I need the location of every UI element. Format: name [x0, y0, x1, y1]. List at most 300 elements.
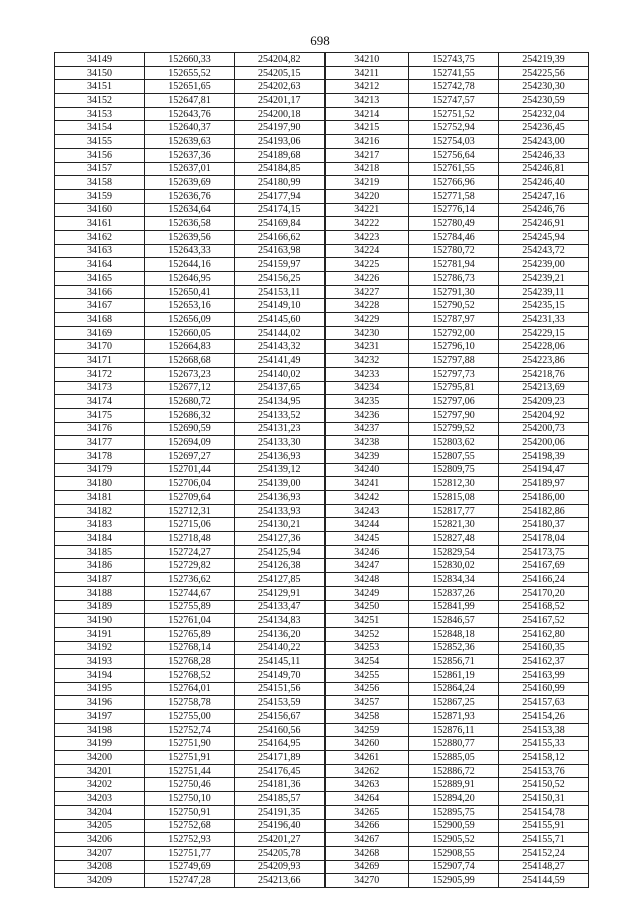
- left-point-number-cell: 34188: [55, 586, 145, 600]
- left-y-coordinate-cell: 254159,97: [235, 258, 325, 272]
- right-point-number-cell: 34269: [325, 860, 409, 874]
- left-y-coordinate-cell: 254133,30: [235, 436, 325, 450]
- table-row: [55, 532, 589, 546]
- right-point-number-cell: 34234: [325, 381, 409, 395]
- table-row: [55, 422, 589, 436]
- left-point-number-cell: 34167: [55, 299, 145, 313]
- left-y-coordinate-cell: 254129,91: [235, 586, 325, 600]
- left-y-coordinate-cell: 254139,00: [235, 477, 325, 491]
- left-x-coordinate-cell: 152634,64: [145, 203, 235, 217]
- table-row: [55, 682, 589, 696]
- left-y-coordinate-cell: 254171,89: [235, 751, 325, 765]
- right-point-number-cell: 34228: [325, 299, 409, 313]
- right-x-coordinate-cell: 152856,71: [409, 655, 499, 669]
- left-y-coordinate-cell: 254133,52: [235, 408, 325, 422]
- table-row: [55, 162, 589, 176]
- right-x-coordinate-cell: 152885,05: [409, 751, 499, 765]
- left-point-number-cell: 34168: [55, 313, 145, 327]
- right-x-coordinate-cell: 152797,73: [409, 367, 499, 381]
- right-point-number-cell: 34232: [325, 354, 409, 368]
- left-y-coordinate-cell: 254151,56: [235, 682, 325, 696]
- right-point-number-cell: 34247: [325, 559, 409, 573]
- left-point-number-cell: 34191: [55, 627, 145, 641]
- left-y-coordinate-cell: 254160,56: [235, 723, 325, 737]
- left-x-coordinate-cell: 152765,89: [145, 627, 235, 641]
- right-y-coordinate-cell: 254155,71: [499, 833, 589, 847]
- right-y-coordinate-cell: 254213,69: [499, 381, 589, 395]
- right-x-coordinate-cell: 152809,75: [409, 463, 499, 477]
- right-x-coordinate-cell: 152797,90: [409, 408, 499, 422]
- left-point-number-cell: 34194: [55, 668, 145, 682]
- left-y-coordinate-cell: 254145,60: [235, 313, 325, 327]
- right-y-coordinate-cell: 254239,00: [499, 258, 589, 272]
- left-x-coordinate-cell: 152690,59: [145, 422, 235, 436]
- right-point-number-cell: 34230: [325, 326, 409, 340]
- coordinate-table: [54, 52, 589, 888]
- right-y-coordinate-cell: 254232,04: [499, 107, 589, 121]
- right-x-coordinate-cell: 152807,55: [409, 449, 499, 463]
- right-point-number-cell: 34213: [325, 94, 409, 108]
- table-row: [55, 272, 589, 286]
- left-x-coordinate-cell: 152643,76: [145, 107, 235, 121]
- right-x-coordinate-cell: 152780,49: [409, 217, 499, 231]
- left-y-coordinate-cell: 254177,94: [235, 189, 325, 203]
- right-x-coordinate-cell: 152780,72: [409, 244, 499, 258]
- left-point-number-cell: 34205: [55, 819, 145, 833]
- right-point-number-cell: 34237: [325, 422, 409, 436]
- left-point-number-cell: 34159: [55, 189, 145, 203]
- left-y-coordinate-cell: 254197,90: [235, 121, 325, 135]
- left-point-number-cell: 34195: [55, 682, 145, 696]
- table-row: [55, 874, 589, 888]
- left-y-coordinate-cell: 254202,63: [235, 80, 325, 94]
- left-x-coordinate-cell: 152636,58: [145, 217, 235, 231]
- left-point-number-cell: 34193: [55, 655, 145, 669]
- right-y-coordinate-cell: 254200,73: [499, 422, 589, 436]
- right-point-number-cell: 34252: [325, 627, 409, 641]
- left-y-coordinate-cell: 254149,10: [235, 299, 325, 313]
- left-point-number-cell: 34196: [55, 696, 145, 710]
- left-y-coordinate-cell: 254163,98: [235, 244, 325, 258]
- right-y-coordinate-cell: 254243,00: [499, 135, 589, 149]
- right-y-coordinate-cell: 254243,72: [499, 244, 589, 258]
- right-y-coordinate-cell: 254160,99: [499, 682, 589, 696]
- left-y-coordinate-cell: 254136,93: [235, 491, 325, 505]
- right-point-number-cell: 34260: [325, 737, 409, 751]
- table-row: [55, 80, 589, 94]
- left-y-coordinate-cell: 254176,45: [235, 764, 325, 778]
- table-row: [55, 696, 589, 710]
- table-row: [55, 778, 589, 792]
- table-row: [55, 107, 589, 121]
- right-y-coordinate-cell: 254246,40: [499, 176, 589, 190]
- left-point-number-cell: 34180: [55, 477, 145, 491]
- right-point-number-cell: 34246: [325, 545, 409, 559]
- left-x-coordinate-cell: 152706,04: [145, 477, 235, 491]
- left-point-number-cell: 34175: [55, 408, 145, 422]
- right-y-coordinate-cell: 254194,47: [499, 463, 589, 477]
- left-point-number-cell: 34202: [55, 778, 145, 792]
- left-x-coordinate-cell: 152636,76: [145, 189, 235, 203]
- left-point-number-cell: 34199: [55, 737, 145, 751]
- left-y-coordinate-cell: 254169,84: [235, 217, 325, 231]
- left-y-coordinate-cell: 254136,20: [235, 627, 325, 641]
- right-point-number-cell: 34226: [325, 272, 409, 286]
- right-x-coordinate-cell: 152787,97: [409, 313, 499, 327]
- left-x-coordinate-cell: 152673,23: [145, 367, 235, 381]
- table-row: [55, 723, 589, 737]
- right-point-number-cell: 34233: [325, 367, 409, 381]
- table-row: [55, 381, 589, 395]
- left-x-coordinate-cell: 152653,16: [145, 299, 235, 313]
- left-point-number-cell: 34161: [55, 217, 145, 231]
- table-row: [55, 148, 589, 162]
- right-x-coordinate-cell: 152876,11: [409, 723, 499, 737]
- right-y-coordinate-cell: 254154,26: [499, 710, 589, 724]
- right-y-coordinate-cell: 254160,35: [499, 641, 589, 655]
- right-y-coordinate-cell: 254200,06: [499, 436, 589, 450]
- right-y-coordinate-cell: 254153,38: [499, 723, 589, 737]
- left-x-coordinate-cell: 152768,52: [145, 668, 235, 682]
- right-x-coordinate-cell: 152812,30: [409, 477, 499, 491]
- right-point-number-cell: 34222: [325, 217, 409, 231]
- right-y-coordinate-cell: 254204,92: [499, 408, 589, 422]
- left-x-coordinate-cell: 152764,01: [145, 682, 235, 696]
- right-point-number-cell: 34248: [325, 573, 409, 587]
- left-y-coordinate-cell: 254193,06: [235, 135, 325, 149]
- table-row: [55, 504, 589, 518]
- left-x-coordinate-cell: 152709,64: [145, 491, 235, 505]
- right-x-coordinate-cell: 152796,10: [409, 340, 499, 354]
- left-y-coordinate-cell: 254205,78: [235, 846, 325, 860]
- left-x-coordinate-cell: 152686,32: [145, 408, 235, 422]
- left-y-coordinate-cell: 254137,65: [235, 381, 325, 395]
- left-y-coordinate-cell: 254166,62: [235, 230, 325, 244]
- right-x-coordinate-cell: 152743,75: [409, 53, 499, 67]
- left-x-coordinate-cell: 152651,65: [145, 80, 235, 94]
- right-x-coordinate-cell: 152797,06: [409, 395, 499, 409]
- left-y-coordinate-cell: 254156,67: [235, 710, 325, 724]
- right-x-coordinate-cell: 152829,54: [409, 545, 499, 559]
- right-x-coordinate-cell: 152754,03: [409, 135, 499, 149]
- left-point-number-cell: 34173: [55, 381, 145, 395]
- right-x-coordinate-cell: 152827,48: [409, 532, 499, 546]
- left-point-number-cell: 34208: [55, 860, 145, 874]
- right-x-coordinate-cell: 152747,57: [409, 94, 499, 108]
- right-y-coordinate-cell: 254163,99: [499, 668, 589, 682]
- right-x-coordinate-cell: 152834,34: [409, 573, 499, 587]
- left-y-coordinate-cell: 254143,32: [235, 340, 325, 354]
- left-x-coordinate-cell: 152750,91: [145, 805, 235, 819]
- right-y-coordinate-cell: 254182,86: [499, 504, 589, 518]
- right-x-coordinate-cell: 152880,77: [409, 737, 499, 751]
- right-x-coordinate-cell: 152792,00: [409, 326, 499, 340]
- right-point-number-cell: 34239: [325, 449, 409, 463]
- left-point-number-cell: 34149: [55, 53, 145, 67]
- left-point-number-cell: 34153: [55, 107, 145, 121]
- right-y-coordinate-cell: 254246,81: [499, 162, 589, 176]
- left-x-coordinate-cell: 152751,90: [145, 737, 235, 751]
- right-y-coordinate-cell: 254225,56: [499, 66, 589, 80]
- left-y-coordinate-cell: 254133,93: [235, 504, 325, 518]
- left-x-coordinate-cell: 152768,14: [145, 641, 235, 655]
- left-point-number-cell: 34163: [55, 244, 145, 258]
- left-point-number-cell: 34154: [55, 121, 145, 135]
- left-x-coordinate-cell: 152761,04: [145, 614, 235, 628]
- left-point-number-cell: 34209: [55, 874, 145, 888]
- left-point-number-cell: 34197: [55, 710, 145, 724]
- left-y-coordinate-cell: 254164,95: [235, 737, 325, 751]
- table-row: [55, 299, 589, 313]
- right-point-number-cell: 34227: [325, 285, 409, 299]
- right-y-coordinate-cell: 254229,15: [499, 326, 589, 340]
- right-y-coordinate-cell: 254170,20: [499, 586, 589, 600]
- right-x-coordinate-cell: 152786,73: [409, 272, 499, 286]
- left-y-coordinate-cell: 254185,57: [235, 792, 325, 806]
- left-point-number-cell: 34186: [55, 559, 145, 573]
- right-x-coordinate-cell: 152871,93: [409, 710, 499, 724]
- right-y-coordinate-cell: 254167,69: [499, 559, 589, 573]
- right-point-number-cell: 34240: [325, 463, 409, 477]
- left-y-coordinate-cell: 254136,93: [235, 449, 325, 463]
- left-x-coordinate-cell: 152655,52: [145, 66, 235, 80]
- right-y-coordinate-cell: 254218,76: [499, 367, 589, 381]
- left-y-coordinate-cell: 254180,99: [235, 176, 325, 190]
- right-x-coordinate-cell: 152815,08: [409, 491, 499, 505]
- right-x-coordinate-cell: 152900,59: [409, 819, 499, 833]
- left-x-coordinate-cell: 152697,27: [145, 449, 235, 463]
- left-point-number-cell: 34150: [55, 66, 145, 80]
- left-x-coordinate-cell: 152718,48: [145, 532, 235, 546]
- table-row: [55, 189, 589, 203]
- right-y-coordinate-cell: 254167,52: [499, 614, 589, 628]
- left-point-number-cell: 34155: [55, 135, 145, 149]
- right-x-coordinate-cell: 152848,18: [409, 627, 499, 641]
- left-x-coordinate-cell: 152752,93: [145, 833, 235, 847]
- right-x-coordinate-cell: 152894,20: [409, 792, 499, 806]
- left-y-coordinate-cell: 254130,21: [235, 518, 325, 532]
- right-point-number-cell: 34215: [325, 121, 409, 135]
- table-row: [55, 340, 589, 354]
- right-x-coordinate-cell: 152905,99: [409, 874, 499, 888]
- left-y-coordinate-cell: 254127,36: [235, 532, 325, 546]
- right-point-number-cell: 34244: [325, 518, 409, 532]
- left-x-coordinate-cell: 152751,91: [145, 751, 235, 765]
- left-x-coordinate-cell: 152755,00: [145, 710, 235, 724]
- right-point-number-cell: 34262: [325, 764, 409, 778]
- right-point-number-cell: 34236: [325, 408, 409, 422]
- right-point-number-cell: 34219: [325, 176, 409, 190]
- left-x-coordinate-cell: 152768,28: [145, 655, 235, 669]
- right-y-coordinate-cell: 254154,78: [499, 805, 589, 819]
- table-row: [55, 737, 589, 751]
- left-x-coordinate-cell: 152715,06: [145, 518, 235, 532]
- table-row: [55, 559, 589, 573]
- table-row: [55, 285, 589, 299]
- left-y-coordinate-cell: 254200,18: [235, 107, 325, 121]
- right-y-coordinate-cell: 254198,39: [499, 449, 589, 463]
- table-row: [55, 586, 589, 600]
- right-point-number-cell: 34212: [325, 80, 409, 94]
- right-point-number-cell: 34224: [325, 244, 409, 258]
- left-point-number-cell: 34184: [55, 532, 145, 546]
- right-x-coordinate-cell: 152756,64: [409, 148, 499, 162]
- left-point-number-cell: 34207: [55, 846, 145, 860]
- right-x-coordinate-cell: 152776,14: [409, 203, 499, 217]
- table-row: [55, 326, 589, 340]
- left-point-number-cell: 34198: [55, 723, 145, 737]
- right-y-coordinate-cell: 254230,59: [499, 94, 589, 108]
- left-point-number-cell: 34162: [55, 230, 145, 244]
- left-point-number-cell: 34177: [55, 436, 145, 450]
- right-point-number-cell: 34253: [325, 641, 409, 655]
- right-x-coordinate-cell: 152752,94: [409, 121, 499, 135]
- left-y-coordinate-cell: 254153,11: [235, 285, 325, 299]
- right-y-coordinate-cell: 254162,80: [499, 627, 589, 641]
- table-row: [55, 408, 589, 422]
- left-y-coordinate-cell: 254125,94: [235, 545, 325, 559]
- right-x-coordinate-cell: 152751,52: [409, 107, 499, 121]
- left-point-number-cell: 34170: [55, 340, 145, 354]
- right-x-coordinate-cell: 152830,02: [409, 559, 499, 573]
- left-y-coordinate-cell: 254127,85: [235, 573, 325, 587]
- left-x-coordinate-cell: 152694,09: [145, 436, 235, 450]
- right-point-number-cell: 34238: [325, 436, 409, 450]
- left-x-coordinate-cell: 152639,69: [145, 176, 235, 190]
- left-y-coordinate-cell: 254184,85: [235, 162, 325, 176]
- table-row: [55, 805, 589, 819]
- left-point-number-cell: 34206: [55, 833, 145, 847]
- left-y-coordinate-cell: 254126,38: [235, 559, 325, 573]
- left-point-number-cell: 34204: [55, 805, 145, 819]
- right-point-number-cell: 34256: [325, 682, 409, 696]
- left-y-coordinate-cell: 254145,11: [235, 655, 325, 669]
- right-y-coordinate-cell: 254231,33: [499, 313, 589, 327]
- left-x-coordinate-cell: 152750,46: [145, 778, 235, 792]
- table-row: [55, 833, 589, 847]
- table-row: [55, 846, 589, 860]
- left-y-coordinate-cell: 254189,68: [235, 148, 325, 162]
- left-y-coordinate-cell: 254134,95: [235, 395, 325, 409]
- table-row: [55, 819, 589, 833]
- table-row: [55, 203, 589, 217]
- left-point-number-cell: 34171: [55, 354, 145, 368]
- right-y-coordinate-cell: 254162,37: [499, 655, 589, 669]
- left-point-number-cell: 34169: [55, 326, 145, 340]
- right-y-coordinate-cell: 254247,16: [499, 189, 589, 203]
- left-y-coordinate-cell: 254201,27: [235, 833, 325, 847]
- table-row: [55, 860, 589, 874]
- left-y-coordinate-cell: 254201,17: [235, 94, 325, 108]
- table-row: [55, 614, 589, 628]
- right-y-coordinate-cell: 254223,86: [499, 354, 589, 368]
- right-y-coordinate-cell: 254173,75: [499, 545, 589, 559]
- left-point-number-cell: 34185: [55, 545, 145, 559]
- right-point-number-cell: 34214: [325, 107, 409, 121]
- right-point-number-cell: 34258: [325, 710, 409, 724]
- right-x-coordinate-cell: 152905,52: [409, 833, 499, 847]
- table-row: [55, 477, 589, 491]
- left-x-coordinate-cell: 152750,10: [145, 792, 235, 806]
- left-x-coordinate-cell: 152677,12: [145, 381, 235, 395]
- table-row: [55, 463, 589, 477]
- left-x-coordinate-cell: 152650,41: [145, 285, 235, 299]
- left-x-coordinate-cell: 152747,28: [145, 874, 235, 888]
- right-point-number-cell: 34235: [325, 395, 409, 409]
- left-x-coordinate-cell: 152640,37: [145, 121, 235, 135]
- right-x-coordinate-cell: 152771,58: [409, 189, 499, 203]
- right-y-coordinate-cell: 254209,23: [499, 395, 589, 409]
- table-row: [55, 627, 589, 641]
- right-y-coordinate-cell: 254168,52: [499, 600, 589, 614]
- right-point-number-cell: 34225: [325, 258, 409, 272]
- right-y-coordinate-cell: 254228,06: [499, 340, 589, 354]
- right-point-number-cell: 34221: [325, 203, 409, 217]
- right-y-coordinate-cell: 254246,76: [499, 203, 589, 217]
- left-x-coordinate-cell: 152751,44: [145, 764, 235, 778]
- left-x-coordinate-cell: 152758,78: [145, 696, 235, 710]
- left-x-coordinate-cell: 152751,77: [145, 846, 235, 860]
- left-point-number-cell: 34182: [55, 504, 145, 518]
- right-point-number-cell: 34210: [325, 53, 409, 67]
- coordinate-table-body: [55, 53, 589, 888]
- left-x-coordinate-cell: 152660,33: [145, 53, 235, 67]
- left-y-coordinate-cell: 254139,12: [235, 463, 325, 477]
- right-x-coordinate-cell: 152766,96: [409, 176, 499, 190]
- right-y-coordinate-cell: 254150,52: [499, 778, 589, 792]
- left-y-coordinate-cell: 254153,59: [235, 696, 325, 710]
- table-row: [55, 94, 589, 108]
- right-point-number-cell: 34251: [325, 614, 409, 628]
- table-row: [55, 655, 589, 669]
- table-row: [55, 641, 589, 655]
- right-y-coordinate-cell: 254153,76: [499, 764, 589, 778]
- right-point-number-cell: 34270: [325, 874, 409, 888]
- table-row: [55, 354, 589, 368]
- right-point-number-cell: 34261: [325, 751, 409, 765]
- left-x-coordinate-cell: 152680,72: [145, 395, 235, 409]
- right-point-number-cell: 34259: [325, 723, 409, 737]
- left-y-coordinate-cell: 254174,15: [235, 203, 325, 217]
- left-y-coordinate-cell: 254133,47: [235, 600, 325, 614]
- left-x-coordinate-cell: 152744,67: [145, 586, 235, 600]
- right-y-coordinate-cell: 254235,15: [499, 299, 589, 313]
- left-point-number-cell: 34166: [55, 285, 145, 299]
- right-point-number-cell: 34220: [325, 189, 409, 203]
- right-point-number-cell: 34241: [325, 477, 409, 491]
- right-y-coordinate-cell: 254189,97: [499, 477, 589, 491]
- left-x-coordinate-cell: 152664,83: [145, 340, 235, 354]
- left-y-coordinate-cell: 254134,83: [235, 614, 325, 628]
- left-point-number-cell: 34190: [55, 614, 145, 628]
- left-y-coordinate-cell: 254140,02: [235, 367, 325, 381]
- right-point-number-cell: 34267: [325, 833, 409, 847]
- table-row: [55, 367, 589, 381]
- left-point-number-cell: 34156: [55, 148, 145, 162]
- table-row: [55, 121, 589, 135]
- right-y-coordinate-cell: 254219,39: [499, 53, 589, 67]
- table-row: [55, 545, 589, 559]
- right-y-coordinate-cell: 254150,31: [499, 792, 589, 806]
- right-y-coordinate-cell: 254152,24: [499, 846, 589, 860]
- right-point-number-cell: 34242: [325, 491, 409, 505]
- right-y-coordinate-cell: 254178,04: [499, 532, 589, 546]
- right-x-coordinate-cell: 152821,30: [409, 518, 499, 532]
- left-point-number-cell: 34164: [55, 258, 145, 272]
- left-y-coordinate-cell: 254205,15: [235, 66, 325, 80]
- right-y-coordinate-cell: 254230,30: [499, 80, 589, 94]
- right-x-coordinate-cell: 152867,25: [409, 696, 499, 710]
